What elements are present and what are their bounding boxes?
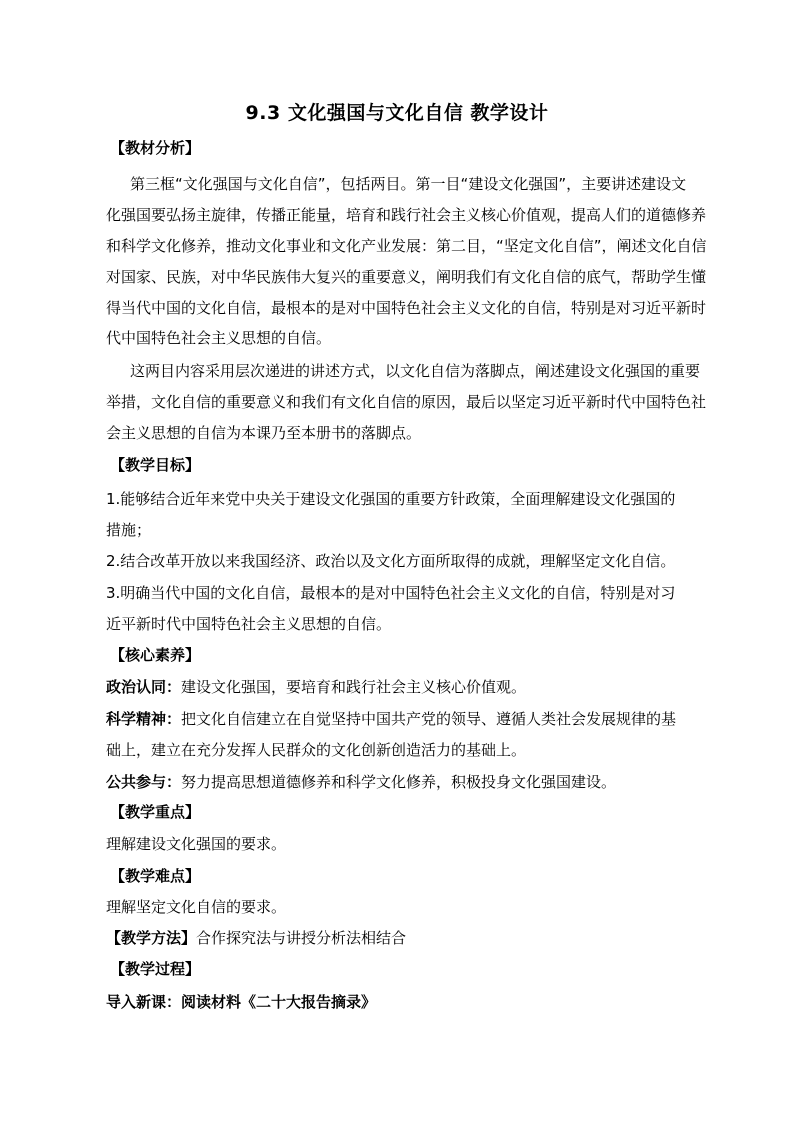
paragraph-line: 这两目内容采用层次递进的讲述方式，以文化自信为落脚点，阐述建设文化强国的重要: [130, 362, 701, 380]
goal-line: 2.结合改革开放以来我国经济、政治以及文化方面所取得的成就，理解坚定文化自信。: [106, 552, 676, 570]
paragraph-line: 对国家、民族，对中华民族伟大复兴的重要意义，阐明我们有文化自信的底气，帮助学生懂: [106, 268, 707, 286]
core-item-political: [106, 677, 526, 697]
core-text: 建设文化强国，要培育和践行社会主义核心价值观。: [181, 678, 527, 696]
goal-line: 1.能够结合近年来党中央关于建设文化强国的重要方针政策，全面理解建设文化强国的: [106, 490, 676, 508]
goal-line: 近平新时代中国特色社会主义思想的自信。: [106, 615, 392, 633]
paragraph-line: 会主义思想的自信为本课乃至本册书的落脚点。: [106, 424, 422, 442]
core-text: 把文化自信建立在自觉坚持中国共产党的领导、遵循人类社会发展规律的基: [181, 710, 677, 728]
goal-line: 措施；: [106, 521, 152, 539]
goal-line: 3.明确当代中国的文化自信，最根本的是对中国特色社会主义文化的自信，特别是对习: [106, 584, 676, 602]
section-heading-difficulty: 【教学难点】: [110, 867, 201, 885]
core-item-science: [106, 709, 676, 729]
core-label: 公共参与：: [106, 773, 182, 791]
section-heading-core: 【核心素养】: [110, 646, 201, 664]
key-text: 理解建设文化强国的要求。: [106, 835, 287, 853]
section-heading-process: 【教学过程】: [110, 960, 201, 978]
paragraph-line: 第三框“文化强国与文化自信”，包括两目。第一目“建设文化强国”，主要讲述建设文: [130, 175, 687, 193]
section-heading-method: 【教学方法】: [106, 929, 197, 947]
page-title: 9.3 文化强国与文化自信 教学设计: [245, 102, 549, 124]
core-text-cont: 础上，建立在充分发挥人民群众的文化创新创造活力的基础上。: [106, 741, 527, 759]
paragraph-line: 举措，文化自信的重要意义和我们有文化自信的原因，最后以坚定习近平新时代中国特色社: [106, 393, 707, 411]
section-heading-analysis: 【教材分析】: [110, 139, 201, 157]
core-text: 努力提高思想道德修养和科学文化修养，积极投身文化强国建设。: [181, 773, 617, 791]
section-heading-key: 【教学重点】: [110, 803, 201, 821]
core-label: 科学精神：: [106, 710, 182, 728]
difficulty-text: 理解坚定文化自信的要求。: [106, 898, 287, 916]
intro-line: 导入新课：阅读材料《二十大报告摘录》: [106, 993, 377, 1011]
paragraph-line: 化强国要弘扬主旋律，传播正能量，培育和践行社会主义核心价值观，提高人们的道德修养: [106, 206, 707, 224]
paragraph-line: 得当代中国的文化自信，最根本的是对中国特色社会主义文化的自信，特别是对习近平新时: [106, 299, 707, 317]
paragraph-line: 代中国特色社会主义思想的自信。: [106, 329, 332, 347]
core-item-public: [106, 772, 616, 792]
paragraph-line: 和科学文化修养，推动文化事业和文化产业发展：第二目，“坚定文化自信”，阐述文化自信: [106, 237, 707, 255]
method-text: 合作探究法与讲授分析法相结合: [196, 929, 407, 947]
section-heading-goals: 【教学目标】: [110, 456, 201, 474]
core-label: 政治认同：: [106, 678, 182, 696]
method-line: [106, 928, 406, 948]
